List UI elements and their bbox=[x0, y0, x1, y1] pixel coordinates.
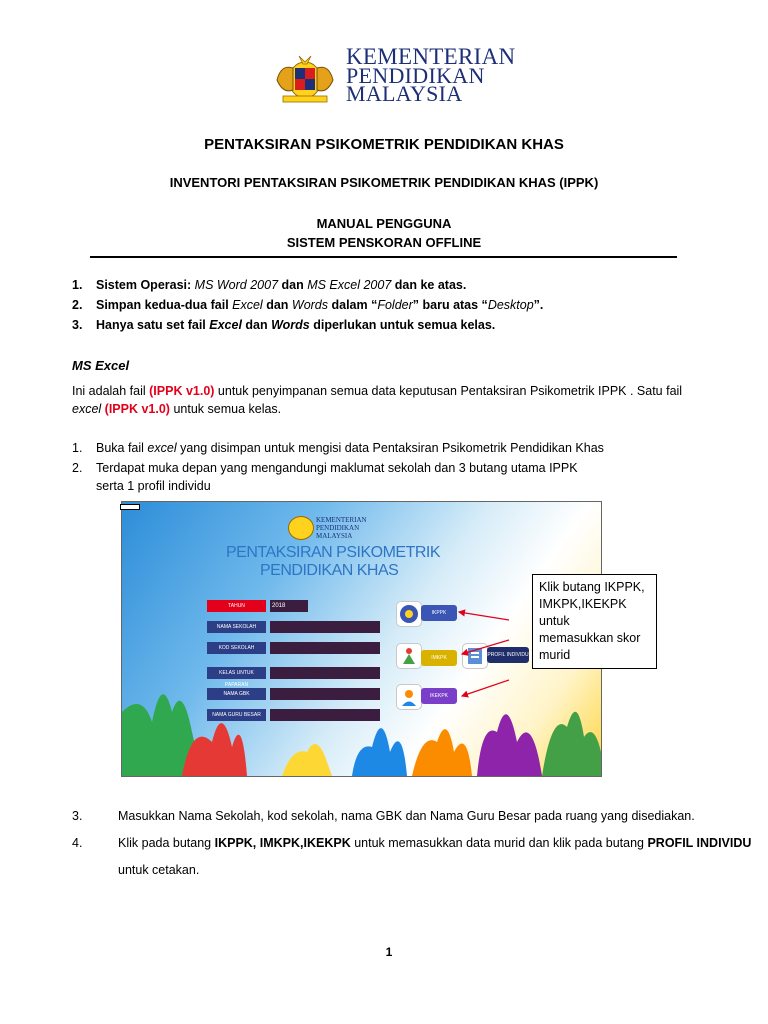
logo-line-1: KEMENTERIAN bbox=[346, 44, 516, 69]
step-item-2-continuation: serta 1 profil individu bbox=[96, 479, 211, 493]
requirement-item-1: 1. Sistem Operasi: MS Word 2007 dan MS Excel 2007 dan ke atas. bbox=[72, 278, 467, 292]
logo-line-3: MALAYSIA bbox=[346, 81, 463, 106]
system-heading: SISTEM PENSKORAN OFFLINE bbox=[286, 235, 482, 250]
imkpk-button[interactable]: IMKPK bbox=[421, 650, 457, 666]
ikekpk-button[interactable]: IKEKPK bbox=[421, 688, 457, 704]
step-item-3: 3. Masukkan Nama Sekolah, kod sekolah, nama GBK dan Nama Guru Besar pada ruang yang disediakan. bbox=[72, 809, 695, 823]
requirement-item-3: 3. Hanya satu set fail Excel dan Words diperlukan untuk semua kelas. bbox=[72, 318, 496, 332]
ministry-crest bbox=[273, 50, 337, 106]
mini-ministry-text: KEMENTERIAN PENDIDIKAN MALAYSIA bbox=[316, 516, 367, 540]
field-label-nama-sekolah: NAMA SEKOLAH bbox=[207, 621, 266, 633]
ikppk-button[interactable]: IKPPK bbox=[421, 605, 457, 621]
field-label-kod-sekolah: KOD SEKOLAH bbox=[207, 642, 266, 654]
header-divider bbox=[90, 256, 677, 258]
page-number: 1 bbox=[385, 945, 393, 959]
front-page-title-line-2: PENDIDIKAN KHAS bbox=[260, 562, 399, 579]
front-page-title-line-1: PENTAKSIRAN PSIKOMETRIK bbox=[226, 544, 441, 561]
annotation-arrows bbox=[122, 502, 601, 776]
step-item-4-continuation: untuk cetakan. bbox=[118, 863, 200, 877]
page-title: PENTAKSIRAN PSIKOMETRIK PENDIDIKAN KHAS bbox=[204, 136, 564, 153]
field-label-nama-gbk: NAMA GBK bbox=[207, 688, 266, 700]
excel-paragraph-line-2: excel (IPPK v1.0) untuk semua kelas. bbox=[72, 402, 282, 416]
logo-line-2: PENDIDIKAN bbox=[346, 63, 485, 88]
screenshot-corner-marker bbox=[120, 504, 140, 510]
excel-section-heading: MS Excel bbox=[72, 358, 130, 373]
field-label-tahun: TAHUN bbox=[207, 600, 266, 612]
manual-heading: MANUAL PENGGUNA bbox=[316, 216, 452, 231]
step-item-2: 2. Terdapat muka depan yang mengandungi maklumat sekolah dan 3 butang utama IPPK bbox=[72, 461, 578, 475]
page-subtitle: INVENTORI PENTAKSIRAN PSIKOMETRIK PENDIDIKAN KHAS (IPPK) bbox=[169, 175, 599, 190]
requirement-item-2: 2. Simpan kedua-dua fail Excel dan Words dalam “Folder” baru atas “Desktop”. bbox=[72, 298, 544, 312]
step-item-4: 4. Klik pada butang IKPPK, IMKPK,IKEKPK untuk memasukkan data murid dan klik pada butang PROFIL INDIVIDU bbox=[72, 836, 752, 850]
excel-paragraph-line-1: Ini adalah fail (IPPK v1.0) untuk penyimpanan semua data keputusan Pentaksiran Psikometrik IPPK . Satu fail bbox=[72, 384, 683, 398]
instruction-callout: Klik butang IKPPK, IMKPK,IKEKPK untuk memasukkan skor murid bbox=[532, 574, 657, 669]
ministry-logo-text bbox=[346, 44, 516, 106]
field-input-tahun[interactable]: 2018 bbox=[270, 600, 308, 612]
profil-individu-button[interactable]: PROFIL INDIVIDU bbox=[487, 647, 529, 663]
excel-front-page-screenshot bbox=[121, 501, 602, 777]
field-label-nama-guru-besar: NAMA GURU BESAR bbox=[207, 709, 266, 721]
step-item-1: 1. Buka fail excel yang disimpan untuk mengisi data Pentaksiran Psikometrik Pendidikan Khas bbox=[72, 441, 604, 455]
field-label-kelas: KELAS UNTUK PAPARAN bbox=[207, 667, 266, 679]
